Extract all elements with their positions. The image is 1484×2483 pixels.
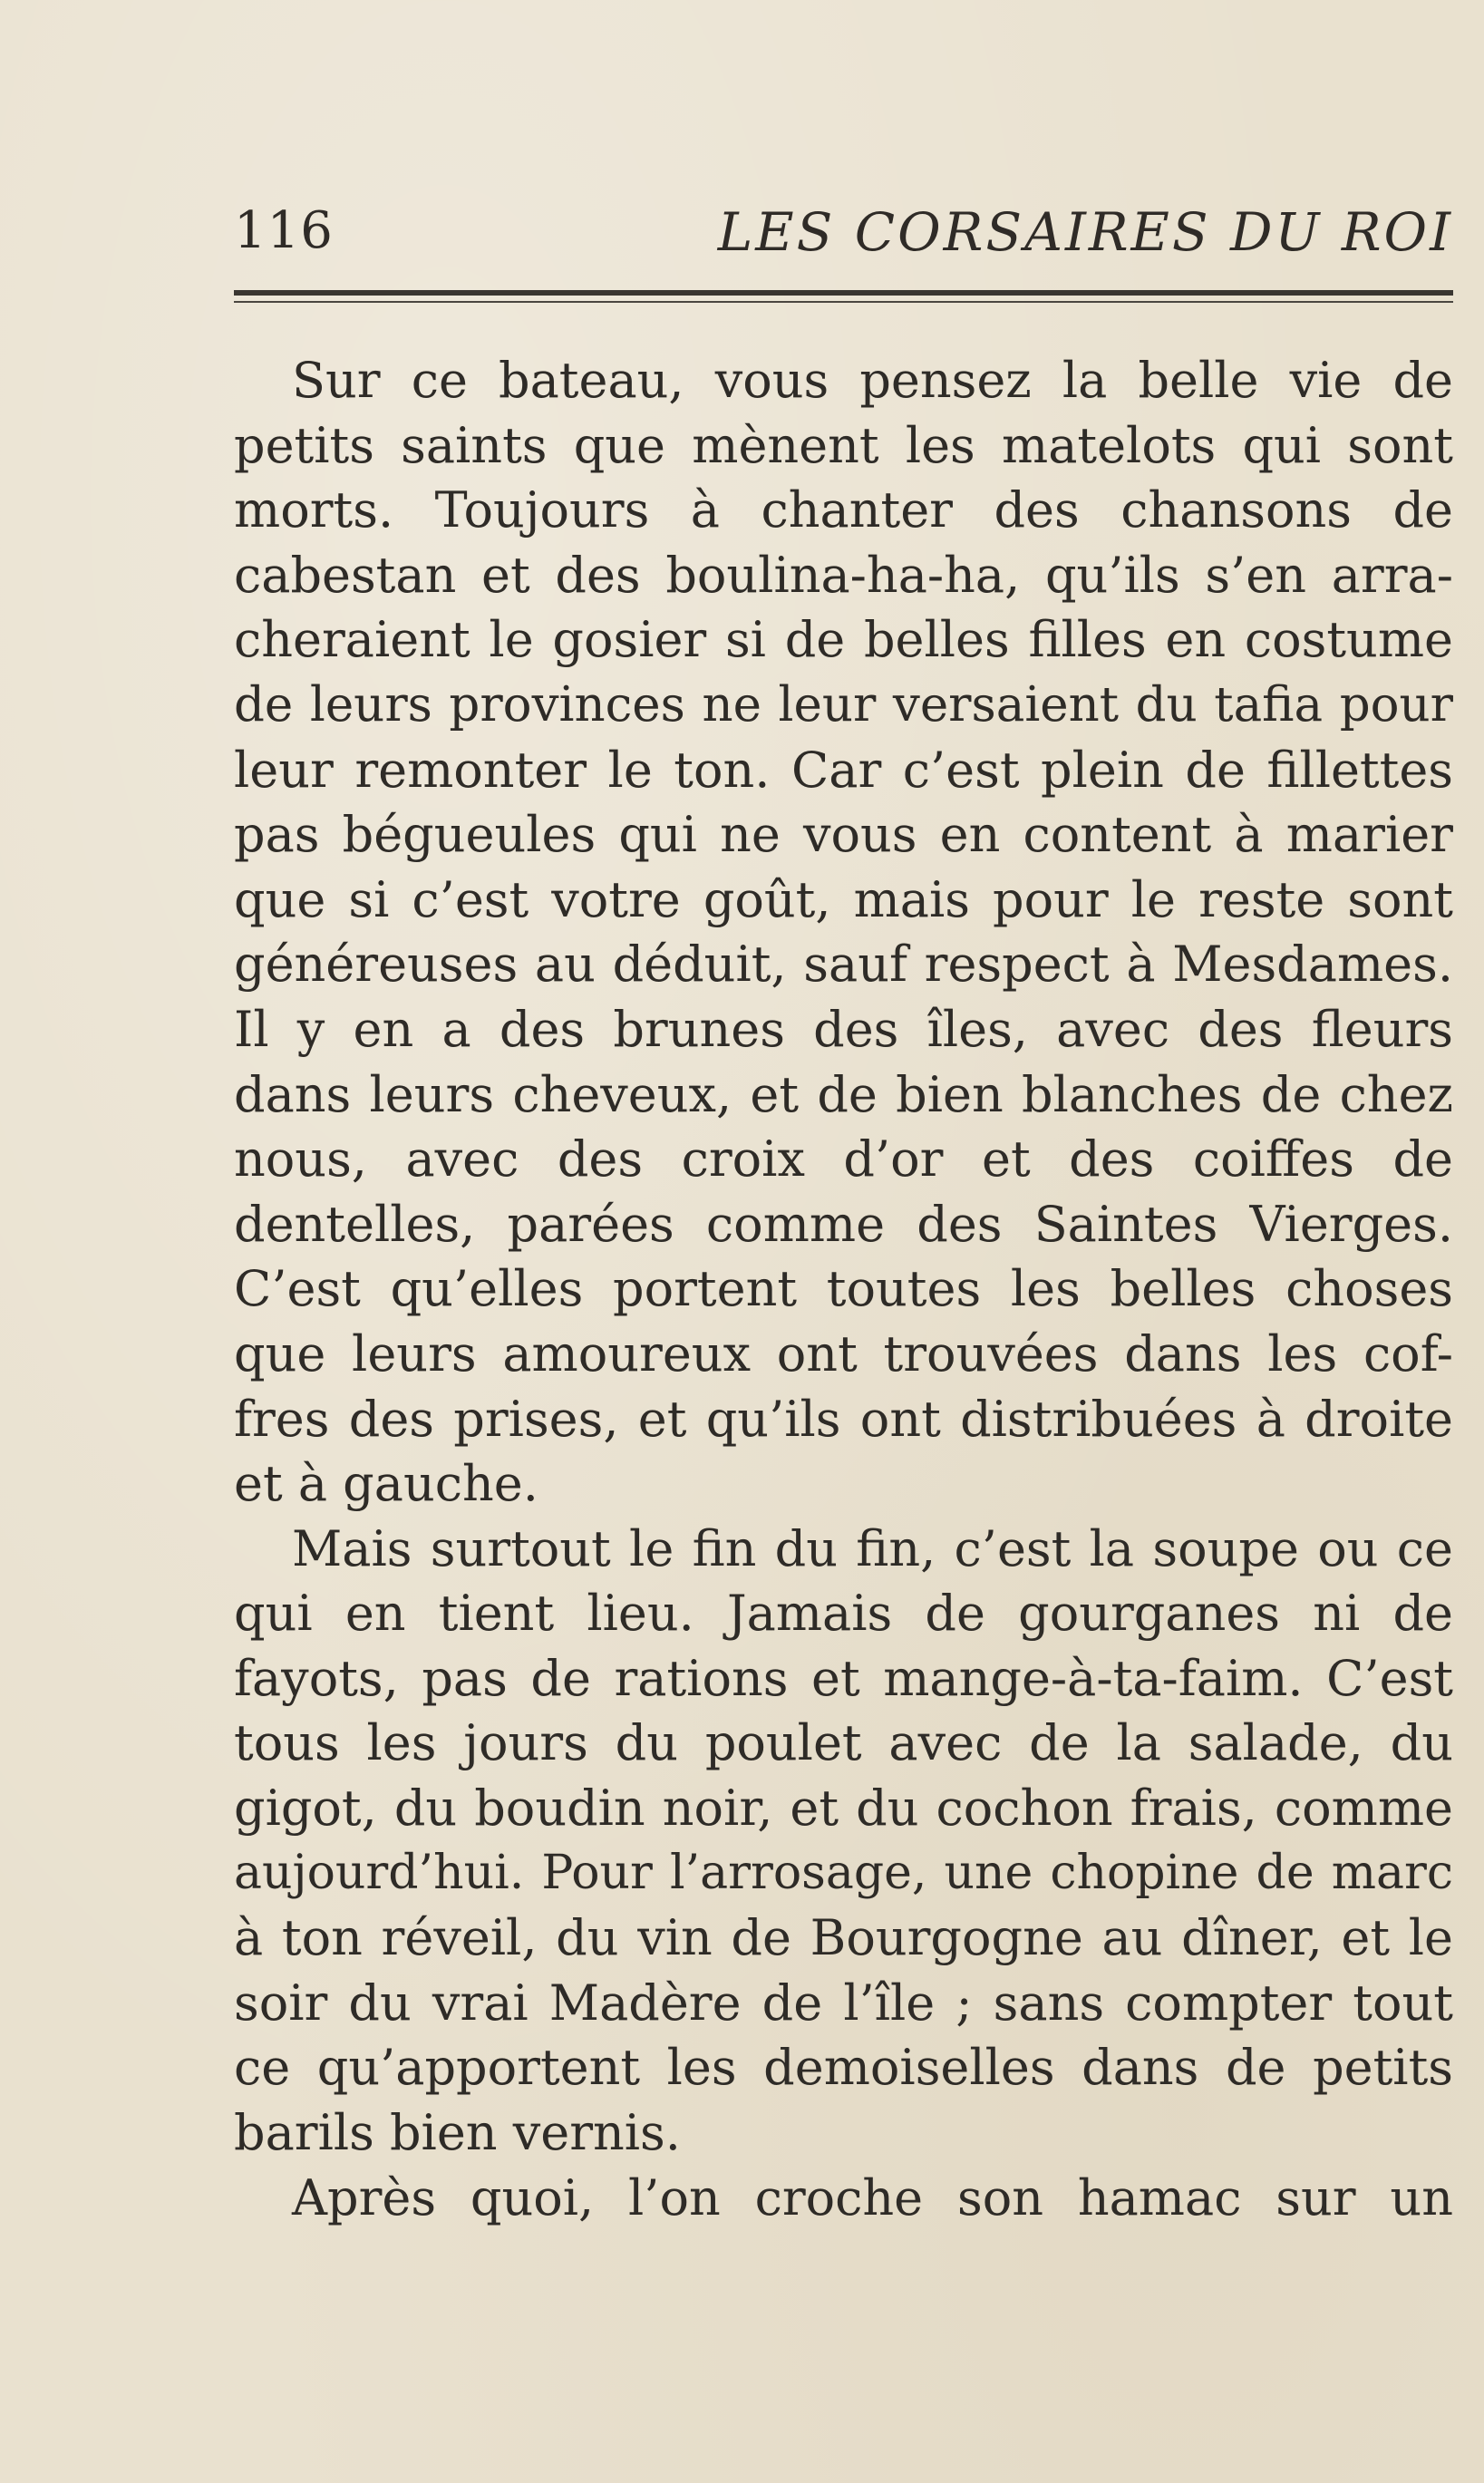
running-title: LES CORSAIRES DU ROI [717, 201, 1453, 263]
text-line: ce qu’apportent les demoiselles dans de petits [234, 2039, 1453, 2097]
page-number: 116 [234, 201, 334, 260]
text-line: dentelles, parées comme des Saintes Vierges. [234, 1195, 1453, 1253]
text-line: Sur ce bateau, vous pensez la belle vie de [292, 352, 1453, 409]
text-line: aujourd’hui. Pour l’arrosage, une chopine de marc [234, 1845, 1453, 1900]
body-text [234, 348, 1453, 2230]
text-line: généreuses au déduit, sauf respect à Mesdames. [234, 936, 1453, 994]
text-line: nous, avec des croix d’or et des coiffes de [234, 1130, 1453, 1188]
text-line: dans leurs cheveux, et de bien blanches de chez [234, 1065, 1453, 1123]
text-line: Après quoi, l’on croche son hamac sur un [292, 2168, 1453, 2226]
text-line: Mais surtout le fin du fin, c’est la soupe ou ce [292, 1519, 1453, 1577]
text-line: morts. Toujours à chanter des chansons de [234, 481, 1453, 539]
text-line: C’est qu’elles portent toutes les belles choses [234, 1260, 1453, 1318]
text-line: barils bien vernis. [234, 2104, 681, 2162]
text-line: pas bégueules qui ne vous en content à marier [234, 806, 1453, 864]
text-line: de leurs provinces ne leur versaient du tafia pour [234, 676, 1453, 732]
text-line: cheraient le gosier si de belles filles en costume [234, 611, 1453, 669]
text-line: fres des prises, et qu’ils ont distribuées à droite [234, 1390, 1453, 1448]
text-line: cabestan et des boulina-ha-ha, qu’ils s’en arra- [234, 546, 1453, 604]
text-line: que si c’est votre goût, mais pour le reste sont [234, 870, 1453, 928]
text-line: tous les jours du poulet avec de la salade, du [234, 1714, 1453, 1772]
text-line: Il y en a des brunes des îles, avec des fleurs [234, 1000, 1453, 1058]
text-line: leur remonter le ton. Car c’est plein de fillettes [234, 741, 1453, 799]
text-line: que leurs amoureux ont trouvées dans les cof- [234, 1324, 1453, 1382]
text-line: et à gauche. [234, 1455, 538, 1513]
text-line: qui en tient lieu. Jamais de gourganes ni de [234, 1585, 1453, 1643]
text-line: à ton réveil, du vin de Bourgogne au dîner, et le [234, 1909, 1453, 1967]
header-rule-thin [234, 301, 1453, 303]
text-line: soir du vrai Madère de l’île ; sans compter tout [234, 1974, 1453, 2032]
text-line: fayots, pas de rations et mange-à-ta-faim. C’est [234, 1649, 1453, 1707]
text-line: petits saints que mènent les matelots qui sont [234, 416, 1453, 474]
header-rule-thick [234, 290, 1453, 296]
running-head [234, 201, 1453, 265]
text-line: gigot, du boudin noir, et du cochon frais, comme [234, 1780, 1453, 1838]
